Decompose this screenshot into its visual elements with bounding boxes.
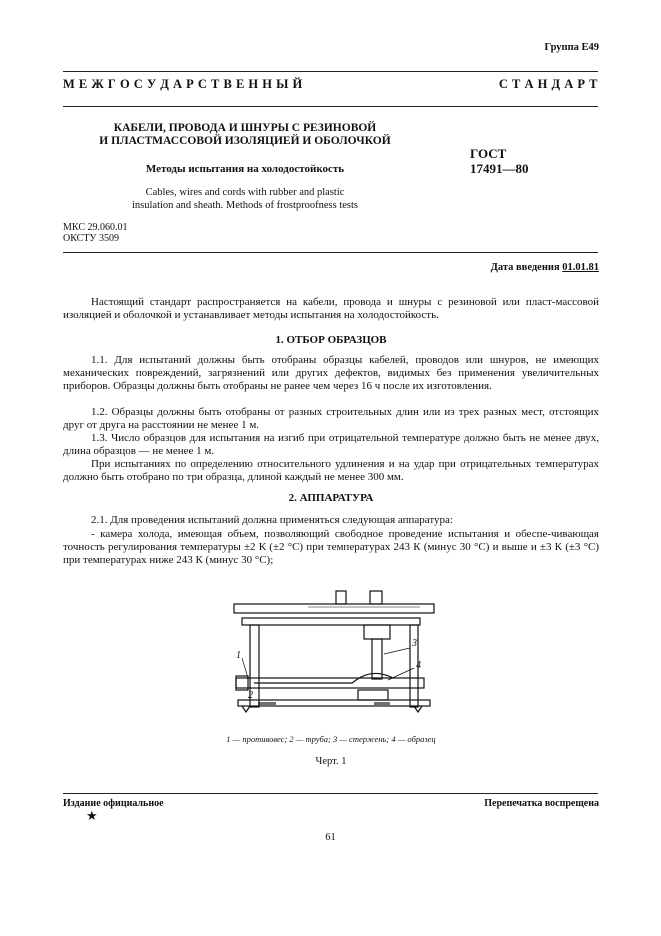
top-rule <box>63 71 598 72</box>
top-plate <box>234 604 434 613</box>
label-3: 3 <box>412 638 417 649</box>
paragraph-1-3: 1.3. Число образцов для испытания на изгиб при отрицательной температуре должно быть не менее двух, длина образцов — не менее 1 м. <box>63 432 599 457</box>
title-line-1: КАБЕЛИ, ПРОВОДА И ШНУРЫ С РЕЗИНОВОЙ <box>113 122 377 134</box>
paragraph-1-4: При испытаниях по определению относительного удлинения и на удар при отрицательных температурах должно быть отобрано по три образца, длиной каждый не менее 300 мм. <box>63 458 599 483</box>
gost-label: ГОСТ <box>470 146 507 161</box>
paragraph-1-1: 1.1. Для испытаний должны быть отобраны образцы кабелей, проводов или шнуров, не имеющих механических повреждений, загрязнений или других дефектов, видимых без применения увеличительных приборов. Образцы должны быть отобраны не ранее чем через 16 ч после их изготовления. <box>63 354 599 392</box>
footer-rule <box>63 793 598 794</box>
page-number: 61 <box>325 832 336 843</box>
group-code: Группа Е49 <box>544 42 599 53</box>
label-1: 1 <box>236 650 241 661</box>
rod-holder <box>364 625 390 639</box>
upper-frame <box>242 618 420 625</box>
english-title <box>85 186 405 212</box>
label-4: 4 <box>416 660 421 671</box>
star-mark: ★ <box>86 808 98 823</box>
official-edition: Издание официальное <box>63 798 164 809</box>
paragraph-2-2: - камера холода, имеющая объем, позволяющий свободное проведение испытания и обеспе-чивающая точность регулирования температуры ±2 К (±2 °С) при температурах 243 К (минус 30 °С) и выше и ±3 К (±3 °С) при температурах ниже 243 К (минус 30 °С); <box>63 528 599 566</box>
introduction-date <box>491 262 599 273</box>
classification-codes <box>63 222 127 244</box>
reprint-prohibited: Перепечатка воспрещена <box>484 798 599 809</box>
paragraph-1-2: 1.2. Образцы должны быть отобраны от разных строительных длин или из трех разных мест, отстоящих друг от друга на расстоянии не менее 1 м. <box>63 406 599 431</box>
date-label: Дата введения <box>490 262 563 273</box>
figure-caption: 1 — противовес; 2 — труба; 3 — стержень; 4 — образец <box>226 734 436 744</box>
title-line-2: И ПЛАСТМАССОВОЙ ИЗОЛЯЦИЕЙ И ОБОЛОЧКОЙ <box>99 135 391 147</box>
date-value: 01.01.81 <box>562 262 599 273</box>
gost-designation <box>470 146 529 176</box>
top-knob-right <box>370 591 382 604</box>
intro-paragraph: Настоящий стандарт распространяется на кабели, провода и шнуры с резиновой или пласт-массовой изоляцией и оболочкой и устанавливает методы испытания на холодостойкость. <box>63 296 599 321</box>
section-1-title: 1. ОТБОР ОБРАЗЦОВ <box>275 334 387 346</box>
figure-number: Черт. 1 <box>315 756 347 767</box>
banner-rule <box>63 106 598 107</box>
banner-right: С Т А Н Д А Р Т <box>498 77 598 91</box>
english-title-line-1: Cables, wires and cords with rubber and plastic <box>145 187 345 198</box>
header-rule <box>63 252 598 253</box>
okstu-code: ОКСТУ 3509 <box>63 233 120 244</box>
label-2: 2 <box>248 690 253 701</box>
document-title <box>85 122 405 148</box>
top-knob-left <box>336 591 346 604</box>
tube <box>254 680 356 683</box>
base-block <box>358 690 388 700</box>
mks-code: МКС 29.060.01 <box>63 222 128 233</box>
apparatus-drawing <box>228 588 440 723</box>
paragraph-2-1: 2.1. Для проведения испытаний должна применяться следующая аппаратура: <box>91 514 453 526</box>
english-title-line-2: insulation and sheath. Methods of frostproofness tests <box>131 200 358 211</box>
banner-left: М Е Ж Г О С У Д А Р С Т В Е Н Н Ы Й <box>63 77 303 91</box>
section-2-title: 2. АППАРАТУРА <box>288 492 374 504</box>
gost-number: 17491—80 <box>470 161 529 176</box>
document-subtitle: Методы испытания на холодостойкость <box>145 163 345 175</box>
standard-banner <box>63 77 598 101</box>
